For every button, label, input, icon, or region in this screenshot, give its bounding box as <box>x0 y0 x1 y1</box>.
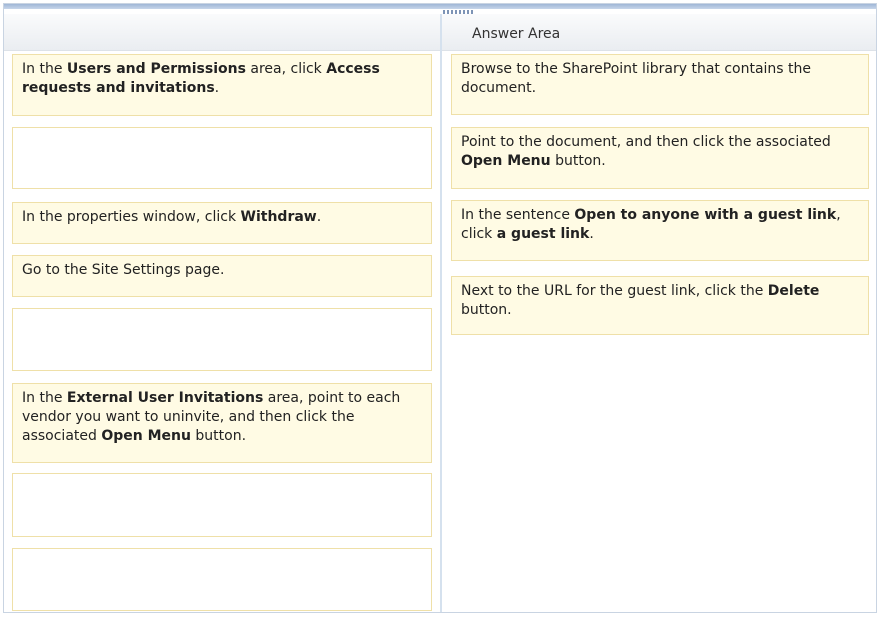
answer-area-label: Answer Area <box>472 26 561 42</box>
drag-drop-panel <box>3 3 877 613</box>
source-slot[interactable] <box>12 473 432 537</box>
source-slot[interactable] <box>12 548 432 611</box>
answer-item[interactable]: In the sentence Open to anyone with a guest link, click a guest link. <box>451 200 869 261</box>
source-item[interactable]: In the External User Invitations area, point to each vendor you want to uninvite, and then click the associated Open Menu button. <box>12 383 432 463</box>
source-slot[interactable] <box>12 308 432 371</box>
source-slot[interactable] <box>12 127 432 189</box>
source-column-header <box>4 14 440 51</box>
answer-item[interactable]: Browse to the SharePoint library that contains the document. <box>451 54 869 115</box>
source-item[interactable]: In the Users and Permissions area, click Access requests and invitations. <box>12 54 432 116</box>
panel-top-bar <box>4 4 876 9</box>
column-divider <box>440 14 442 612</box>
answer-item[interactable]: Next to the URL for the guest link, click the Delete button. <box>451 276 869 335</box>
answer-column-header <box>442 14 876 51</box>
source-item[interactable]: In the properties window, click Withdraw. <box>12 202 432 244</box>
answer-item[interactable]: Point to the document, and then click the associated Open Menu button. <box>451 127 869 189</box>
source-item[interactable]: Go to the Site Settings page. <box>12 255 432 297</box>
